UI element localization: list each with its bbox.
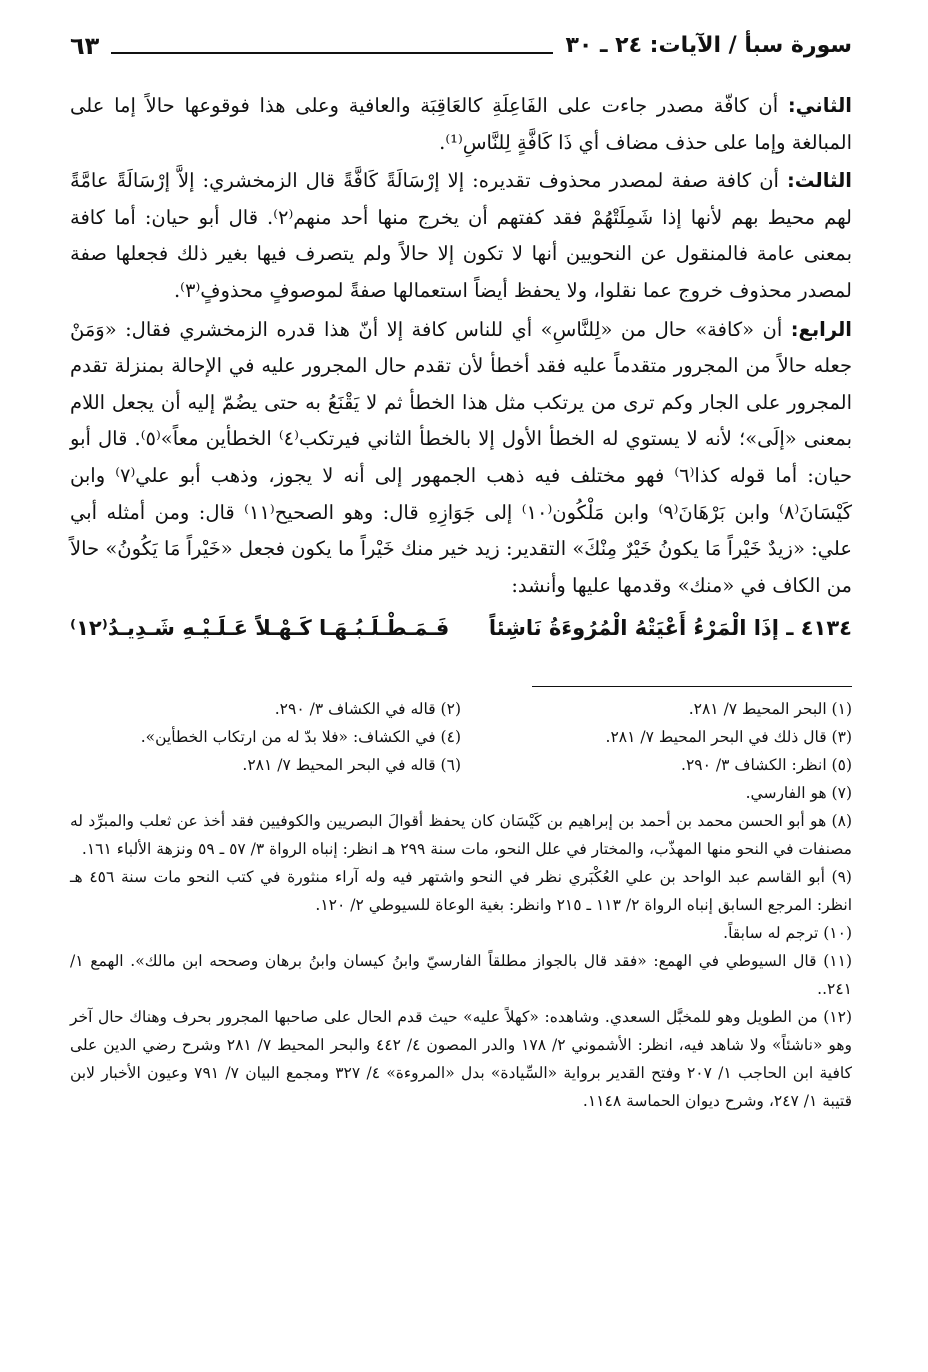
footnote-6: (٦) قاله في البحر المحيط ٧/ ٢٨١. — [242, 756, 461, 775]
footnote-separator — [532, 686, 852, 687]
footnote-row — [70, 723, 852, 751]
verse-first-half — [489, 608, 852, 648]
page-header — [70, 26, 852, 62]
paragraph-second — [70, 88, 852, 161]
main-text — [70, 88, 852, 648]
header-rule — [111, 52, 553, 54]
footnote-row — [70, 695, 852, 723]
verse-second-hemistich: فَـمَـطْـلَـبُـهَـا كَـهْـلاً عَـلَـيْـهِ شَـدِيـدُ⁽١٢⁾ — [70, 616, 450, 641]
paragraph-body: أن «كافة» حال من «لِلنَّاسِ» أي للناس كافة إلا أنّ هذا قدره الزمخشري فقال: «وَمَنْ جعله حالاً من المجرور متقدماً عليه فقد أخطأ لأن تقدم حال المجرور عليه في الإحالة بمنزلة تقدم المجرور على الجار وكم ترى من يرتكب مثل هذا الخطأ ثم لا يَقْنَعُ به حتى يضُمّ إليه أن يجعل اللام بمعنى «إلَى»؛ لأنه لا يستوي له الخطأ الأول إلا بالخطأ الثاني فيرتكب⁽٤⁾ الخطأين معاً»⁽٥⁾. قال أبو حيان: أما قوله كذا⁽٦⁾ فهو مختلف فيه ذهب الجمهور إلى أنه لا يجوز، وذهب أبو علي⁽٧⁾ وابن كَيْسَانَ⁽٨⁾ وابن بَرْهَانَ⁽٩⁾ وابن مَلْكُون⁽١٠⁾ إلى جَوَازِهِ قال: وهو الصحيح⁽١١⁾ قال: ومن أمثله أبي علي: «زيدٌ خَيْراً مَا يكونُ خَيْرٌ مِنْكَ» التقدير: زيد خير منك خَيْراً ما يكون فجعل «خَيْراً مَا يَكُونُ» حالاً من الكاف في «منك» وقدمها عليها وأنشد: — [70, 317, 853, 597]
footnote-3: (٣) قال ذلك في البحر المحيط ٧/ ٢٨١. — [605, 728, 852, 747]
footnote-5: (٥) انظر: الكشاف ٣/ ٢٩٠. — [681, 756, 852, 775]
verse-number: ٤١٣٤ ـ — [786, 616, 852, 641]
page-number: ٦٣ — [70, 32, 100, 60]
footnote-10: (١٠) ترجم له سابقاً. — [723, 924, 852, 943]
footnote-7: (٧) هو الفارسي. — [745, 784, 852, 803]
footnote-12: (١٢) من الطويل وهو للمخبَّل السعدي. وشاهده: «كهلاً عليه» حيث قدم الحال على صاحبها المجرور بحرف وهناك حال آخر وهو «ناشئاً» ولا شاهد فيه، انظر: الأشموني ٢/ ١٧٨ والدر المصون ٤/ ٤٤٢ والبحر المحيط ٧/ ٢٨١ وشرح رضي الدين على كافية ابن الحاجب ١/ ٢٠٧ وفتح القدير برواية «السِّيادة» بدل «المروءة» ٤/ ٣٢٧ ومجمع البيان ٧/ ٧٩١ وعيون الأخبار لابن قتيبة ١/ ٢٤٧، وشرح ديوان الحماسة ١١٤٨. — [70, 1008, 853, 1111]
paragraph-third — [70, 163, 852, 309]
poetry-verse — [70, 608, 852, 648]
paragraph-lead: الثالث: — [786, 169, 852, 193]
page — [70, 26, 852, 1115]
footnotes — [70, 695, 852, 1115]
verse-first-hemistich: إذَا الْمَرْءُ أَعْيَتْهُ الْمُرُوءَةُ نَاشِئاً — [488, 616, 779, 641]
footnote-9: (٩) أبو القاسم عبد الواحد بن علي العُكْبَري نظر في النحو واشتهر فيه وله آراء منثورة في كتب النحو مات سنة ٤٥٦ هـ انظر: المرجع السابق إنباه الرواة ٢/ ١١٣ ـ ٢١٥ وانظر: بغية الوعاة للسيوطي ٢/ ١٢٠. — [70, 868, 852, 915]
paragraph-fourth — [70, 312, 852, 605]
paragraph-lead: الثاني: — [787, 94, 852, 117]
footnote-11: (١١) قال السيوطي في الهمع: «فقد قال بالجواز مطلقاً الفارسيّ وابنُ كيسان وابنُ برهان وصححه ابن مالك». الهمع ١/ ٢٤١.. — [70, 952, 852, 999]
paragraph-body: أن كافّة مصدر جاءت على الفَاعِلَةِ كالعَاقِبَة والعافية وعلى هذا فوقوعها حالاً إما على المبالغة وإما على حذف مضاف أي ذَا كَافَّةٍ لِلنَّاسِ⁽¹⁾. — [70, 94, 852, 154]
paragraph-body: أن كافة صفة لمصدر محذوف تقديره: إلا إرْسَالَةً كَافَّةً قال الزمخشري: إلاَّ إرْسَالَةً عامَّةً لهم محيط بهم لأنها إذا شَمِلَتْهُمْ فقد كفتهم أن يخرج منها أحد منهم⁽٢⁾. قال أبو حيان: أما كافة بمعنى عامة فالمنقول عن النحويين أنها لا تكون إلا حالاً ولم يتصرف فيها بغير ذلك فجعلها صفة لمصدر محذوف خروج عما نقلوا، ولا يحفظ أيضاً استعمالها صفةً لموصوفٍ محذوفٍ⁽٣⁾. — [70, 169, 852, 302]
footnote-row — [70, 751, 852, 779]
paragraph-lead: الرابع: — [790, 317, 852, 341]
header-title: سورة سبأ / الآيات: ٢٤ ـ ٣٠ — [565, 33, 852, 58]
footnote-1: (١) البحر المحيط ٧/ ٢٨١. — [688, 700, 852, 719]
footnote-8: (٨) هو أبو الحسن محمد بن أحمد بن إبراهيم بن كَيْسَان كان يحفظ أقوالَ البصريين والكوفيين فقد أخذ عن ثعلب والمبرِّد له مصنفات في النحو منها المهذّب، والمختار في علل النحو، مات سنة ٢٩٩ هـ انظر: إنباه الرواة ٣/ ٥٧ ـ ٥٩ ونزهة الألباء ١٦١. — [70, 812, 852, 859]
footnote-2: (٢) قاله في الكشاف ٣/ ٢٩٠. — [274, 700, 461, 719]
footnote-4: (٤) في الكشاف: «فلا بدّ له من ارتكاب الخطأين». — [140, 728, 461, 747]
